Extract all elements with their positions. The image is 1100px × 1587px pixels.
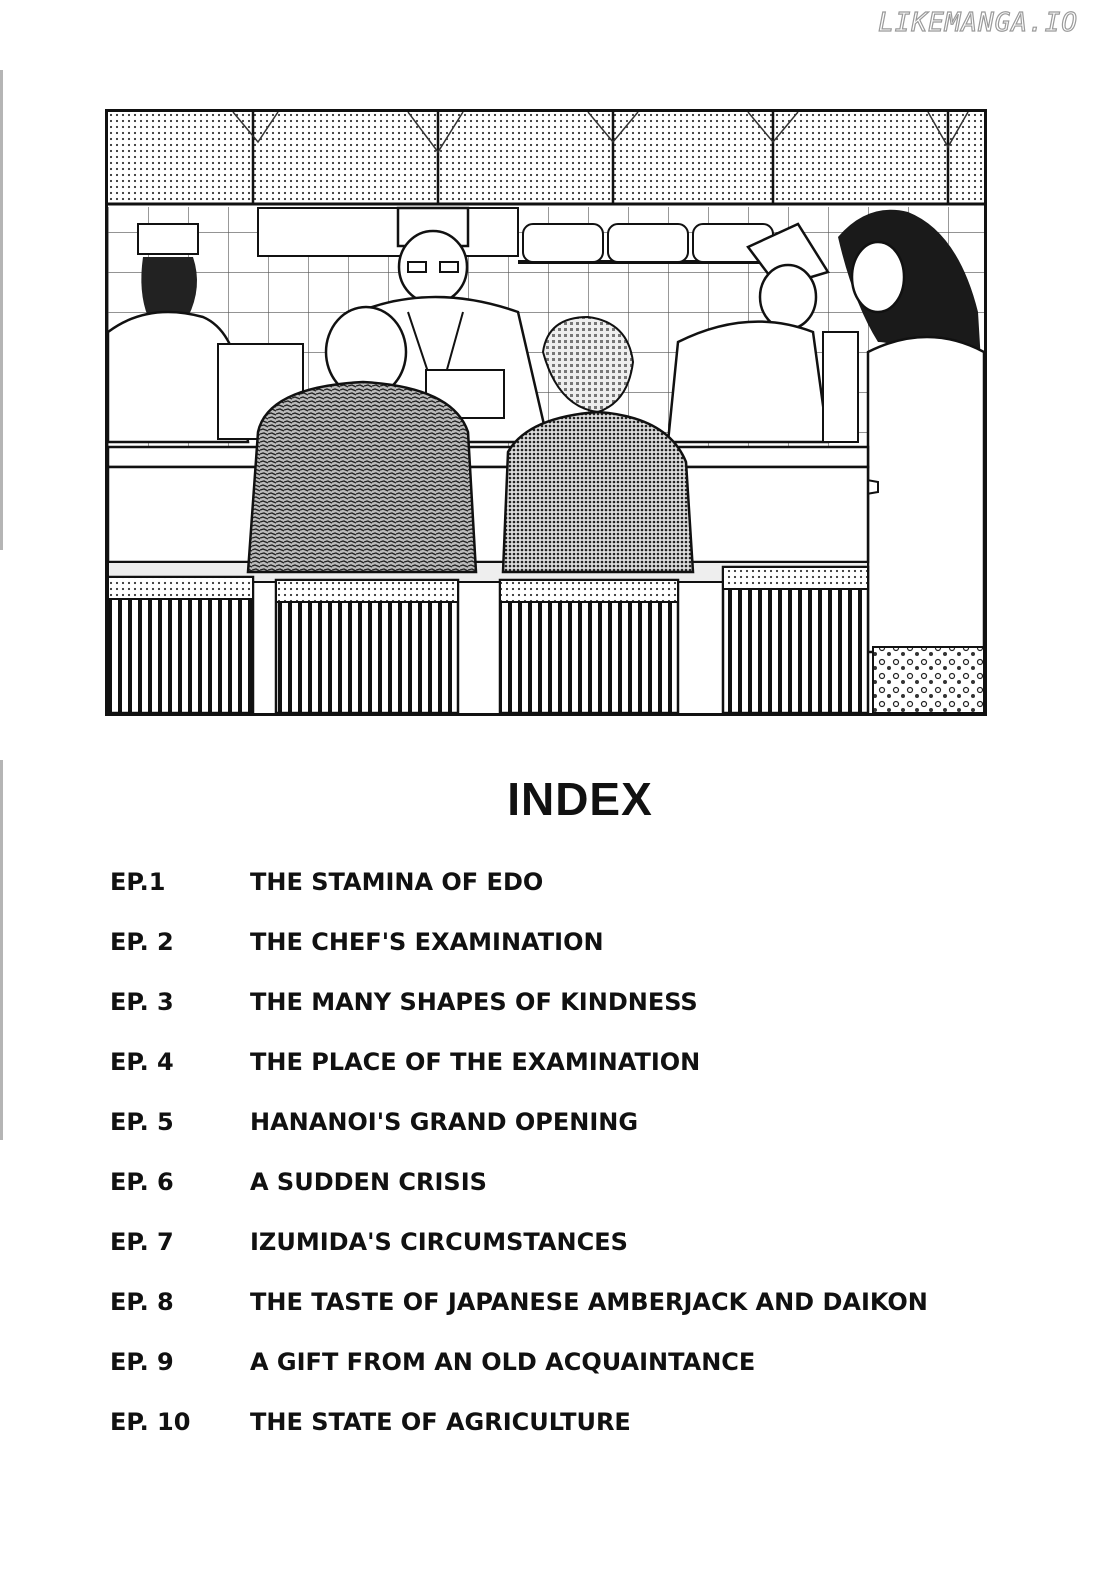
episode-number: EP.1 (110, 868, 166, 896)
episode-number: EP. 3 (110, 988, 174, 1016)
episode-number: EP. 9 (110, 1348, 174, 1376)
episode-number: EP. 6 (110, 1168, 174, 1196)
episode-title: THE CHEF'S EXAMINATION (250, 928, 604, 956)
page-edge-mark (0, 760, 3, 1140)
episode-number: EP. 8 (110, 1288, 174, 1316)
episode-number: EP. 10 (110, 1408, 191, 1436)
page-edge-mark (0, 70, 3, 550)
episode-number: EP. 7 (110, 1228, 174, 1256)
episode-number: EP. 5 (110, 1108, 174, 1136)
index-title: INDEX (507, 773, 653, 825)
episode-title: THE STAMINA OF EDO (250, 868, 544, 896)
episode-title: HANANOI'S GRAND OPENING (250, 1108, 639, 1136)
episode-title: A SUDDEN CRISIS (250, 1168, 487, 1196)
episode-title: IZUMIDA'S CIRCUMSTANCES (250, 1228, 628, 1256)
episode-title: THE PLACE OF THE EXAMINATION (250, 1048, 701, 1076)
site-watermark: LIKEMANGA.IO (878, 8, 1078, 38)
episode-number: EP. 2 (110, 928, 174, 956)
episode-title: THE TASTE OF JAPANESE AMBERJACK AND DAIKON (250, 1288, 928, 1316)
sushi-counter-illustration (108, 112, 984, 713)
illustration-panel (105, 109, 987, 716)
episode-title: THE MANY SHAPES OF KINDNESS (250, 988, 698, 1016)
episode-title: A GIFT FROM AN OLD ACQUAINTANCE (250, 1348, 756, 1376)
episode-title: THE STATE OF AGRICULTURE (250, 1408, 631, 1436)
episode-number: EP. 4 (110, 1048, 174, 1076)
